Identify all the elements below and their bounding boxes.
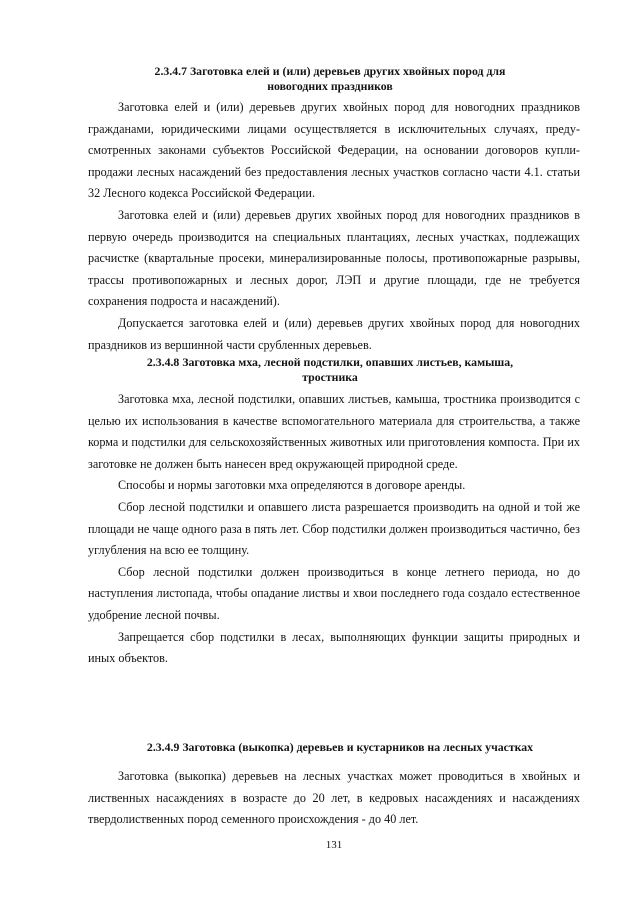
section-heading-2-3-4-7 [0, 64, 640, 94]
section-body-2-3-4-9 [0, 766, 640, 831]
paragraph: Допускается заготовка елей и (или) деревьев других хвойных пород для новогодних праздников из вершинной части срубленных деревьев. [88, 315, 580, 352]
paragraph: Способы и нормы заготовки мха определяются в договоре аренды. [118, 478, 466, 493]
section-heading-2-3-4-8 [0, 355, 640, 385]
section-body-2-3-4-7 [0, 97, 640, 356]
paragraph: Сбор лесной подстилки должен производиться в конце летнего периода, но до наступления листопада, чтобы опадание листвы и хвои последнего года создало естественное удобрение лесной почвы. [88, 564, 580, 622]
section-heading-line: 2.3.4.7 Заготовка елей и (или) деревьев других хвойных пород для [154, 64, 506, 78]
paragraph: Заготовка елей и (или) деревьев других хвойных пород для новогодних праздников гражданами, юридическими лицами осуществляется в исключительных случаях, предусмотренных законами субъектов Российской Федерации, на основании договоров купли-продажи лесных насаждений без предоставления лесных участков согласно части 4.1. статьи 32 Лесного кодекса Российской Федерации. [88, 100, 580, 201]
paragraph: Заготовка елей и (или) деревьев других хвойных пород для новогодних праздников в первую очередь производится на специальных плантациях, лесных участках, подлежащих расчистке (квартальные просеки, минерализированные полосы, противопожарные разрывы, трассы противопожарных и лесных дорог, ЛЭП и другие площади, где не требуется сохранения подроста и насаждений). [88, 207, 580, 309]
paragraph: Запрещается сбор подстилки в лесах, выполняющих функции защиты природных и иных объектов. [88, 629, 580, 666]
section-body-2-3-4-8 [0, 389, 640, 670]
page-number: 131 [325, 839, 343, 851]
paragraph: Сбор лесной подстилки и опавшего листа разрешается производить на одной и той же площади не чаще одного раза в пять лет. Сбор подстилки должен производиться частично, без углубления на всю ее толщину. [88, 499, 580, 558]
paragraph: Заготовка мха, лесной подстилки, опавших листьев, камыша, тростника производится с целью их использования в качестве вспомогательного материала для строительства, а также корма и подстилки для сельскохозяйственных животных или приготовления компоста. При их заготовке не должен быть нанесен вред окружающей природной среде. [88, 392, 580, 471]
paragraph: Заготовка (выкопка) деревьев на лесных участках может проводиться в хвойных и лиственных насаждениях в возрасте до 20 лет, в кедровых насаждениях и насаждениях твердолиственных пород семенного происхождения - до 40 лет. [88, 769, 580, 827]
section-heading-line: новогодних праздников [267, 79, 393, 93]
section-heading-line: тростника [302, 370, 358, 384]
section-heading-line: 2.3.4.8 Заготовка мха, лесной подстилки, опавших листьев, камыша, [146, 355, 514, 369]
section-heading-2-3-4-9: 2.3.4.9 Заготовка (выкопка) деревьев и кустарников на лесных участках [146, 740, 534, 754]
